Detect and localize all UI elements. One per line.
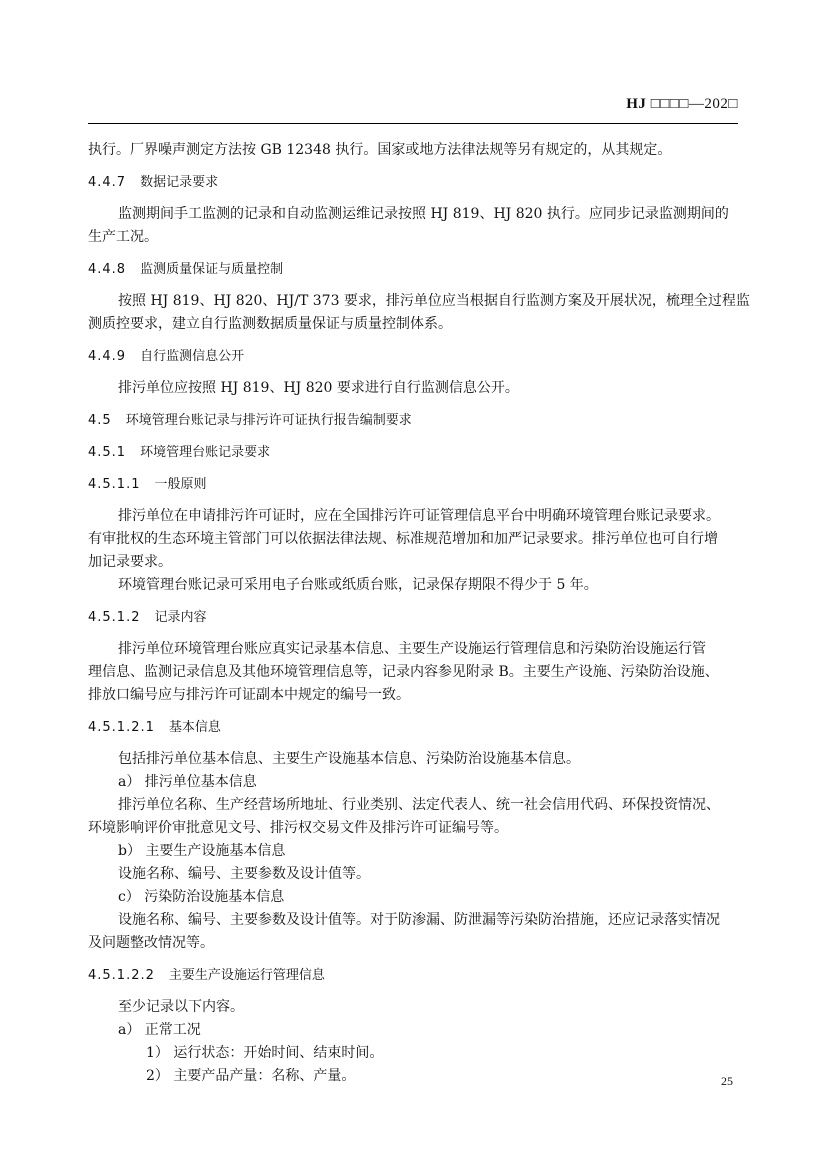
section-heading xyxy=(88,964,740,987)
section-heading xyxy=(88,345,740,368)
standard-number-placeholder: □□□□—202□ xyxy=(650,96,738,112)
page-number: 25 xyxy=(721,1074,733,1088)
paragraph-line: 1） 运行状态：开始时间、结束时间。 xyxy=(146,1045,384,1061)
paragraph-line: 及问题整改情况等。 xyxy=(88,935,214,951)
section-number: 4.4.8 xyxy=(88,262,127,277)
paragraph-line: 测质控要求，建立自行监测数据质量保证与质量控制体系。 xyxy=(88,316,452,332)
section-heading xyxy=(88,409,740,432)
page-body xyxy=(88,139,750,1088)
paragraph-line: 设施名称、编号、主要参数及设计值等。对于防渗漏、防泄漏等污染防治措施，还应记录落实情况 xyxy=(118,912,720,928)
section-title: 记录内容 xyxy=(154,610,207,625)
section-number: 4.4.7 xyxy=(88,175,127,190)
paragraph-line: c） 污染防治设施基本信息 xyxy=(118,889,285,905)
paragraph-line: 执行。厂界噪声测定方法按 GB 12348 执行。国家或地方法律法规等另有规定的，从其规定。 xyxy=(88,142,672,158)
section-number: 4.4.9 xyxy=(88,349,127,364)
section-title: 一般原则 xyxy=(154,477,207,492)
section-title: 数据记录要求 xyxy=(140,175,219,190)
paragraph-line: 环境管理台账记录可采用电子台账或纸质台账，记录保存期限不得少于 5 年。 xyxy=(118,577,598,593)
paragraph-line: a） 正常工况 xyxy=(118,1022,201,1038)
paragraph-line: 生产工况。 xyxy=(88,229,158,245)
paragraph-line: 理信息、监测记录信息及其他环境管理信息等，记录内容参见附录 B。主要生产设施、污染防治设施、 xyxy=(88,664,719,680)
paragraph-line: 按照 HJ 819、HJ 820、HJ/T 373 要求，排污单位应当根据自行监测方案及开展状况，梳理全过程监 xyxy=(118,293,750,309)
section-title: 基本信息 xyxy=(168,720,221,735)
standard-code: HJ xyxy=(626,96,647,112)
paragraph-line: 设施名称、编号、主要参数及设计值等。 xyxy=(118,866,370,882)
paragraph-line: 环境影响评价审批意见文号、排污权交易文件及排污许可证编号等。 xyxy=(88,820,508,836)
section-heading xyxy=(88,258,740,281)
paragraph-line: 监测期间手工监测的记录和自动监测运维记录按照 HJ 819、HJ 820 执行。应同步记录监测期间的 xyxy=(118,206,729,222)
section-title: 环境管理台账记录与排污许可证执行报告编制要求 xyxy=(125,413,412,428)
section-number: 4.5.1 xyxy=(88,445,127,460)
section-heading xyxy=(88,606,740,629)
paragraph-line: 排污单位环境管理台账应真实记录基本信息、主要生产设施运行管理信息和污染防治设施运行管 xyxy=(118,641,706,657)
paragraph-line: 2） 主要产品产量：名称、产量。 xyxy=(146,1068,356,1084)
paragraph-line: 排污单位在申请排污许可证时，应在全国排污许可证管理信息平台中明确环境管理台账记录要求。 xyxy=(118,508,720,524)
document-header xyxy=(626,96,738,113)
section-number: 4.5 xyxy=(88,413,112,428)
section-number: 4.5.1.2 xyxy=(88,610,141,625)
section-title: 主要生产设施运行管理信息 xyxy=(168,968,325,983)
section-heading xyxy=(88,171,740,194)
paragraph-line: 排污单位名称、生产经营场所地址、行业类别、法定代表人、统一社会信用代码、环保投资情况、 xyxy=(118,797,720,813)
paragraph-line: 至少记录以下内容。 xyxy=(118,999,244,1015)
paragraph-line: 排污单位应按照 HJ 819、HJ 820 要求进行自行监测信息公开。 xyxy=(118,380,519,396)
header-rule xyxy=(88,123,738,124)
section-title: 环境管理台账记录要求 xyxy=(140,445,271,460)
paragraph-line: 加记录要求。 xyxy=(88,554,172,570)
section-heading xyxy=(88,716,740,739)
paragraph-line: 排放口编号应与排污许可证副本中规定的编号一致。 xyxy=(88,687,410,703)
section-title: 自行监测信息公开 xyxy=(140,349,245,364)
section-title: 监测质量保证与质量控制 xyxy=(140,262,284,277)
paragraph-line: 有审批权的生态环境主管部门可以依据法律法规、标准规范增加和加严记录要求。排污单位也可自行增 xyxy=(88,531,718,547)
paragraph-line: 包括排污单位基本信息、主要生产设施基本信息、污染防治设施基本信息。 xyxy=(118,751,580,767)
section-number: 4.5.1.1 xyxy=(88,477,141,492)
section-heading xyxy=(88,473,740,496)
section-number: 4.5.1.2.1 xyxy=(88,720,155,735)
section-number: 4.5.1.2.2 xyxy=(88,968,155,983)
section-heading xyxy=(88,441,740,464)
paragraph-line: b） 主要生产设施基本信息 xyxy=(118,843,286,859)
paragraph-line: a） 排污单位基本信息 xyxy=(118,774,257,790)
